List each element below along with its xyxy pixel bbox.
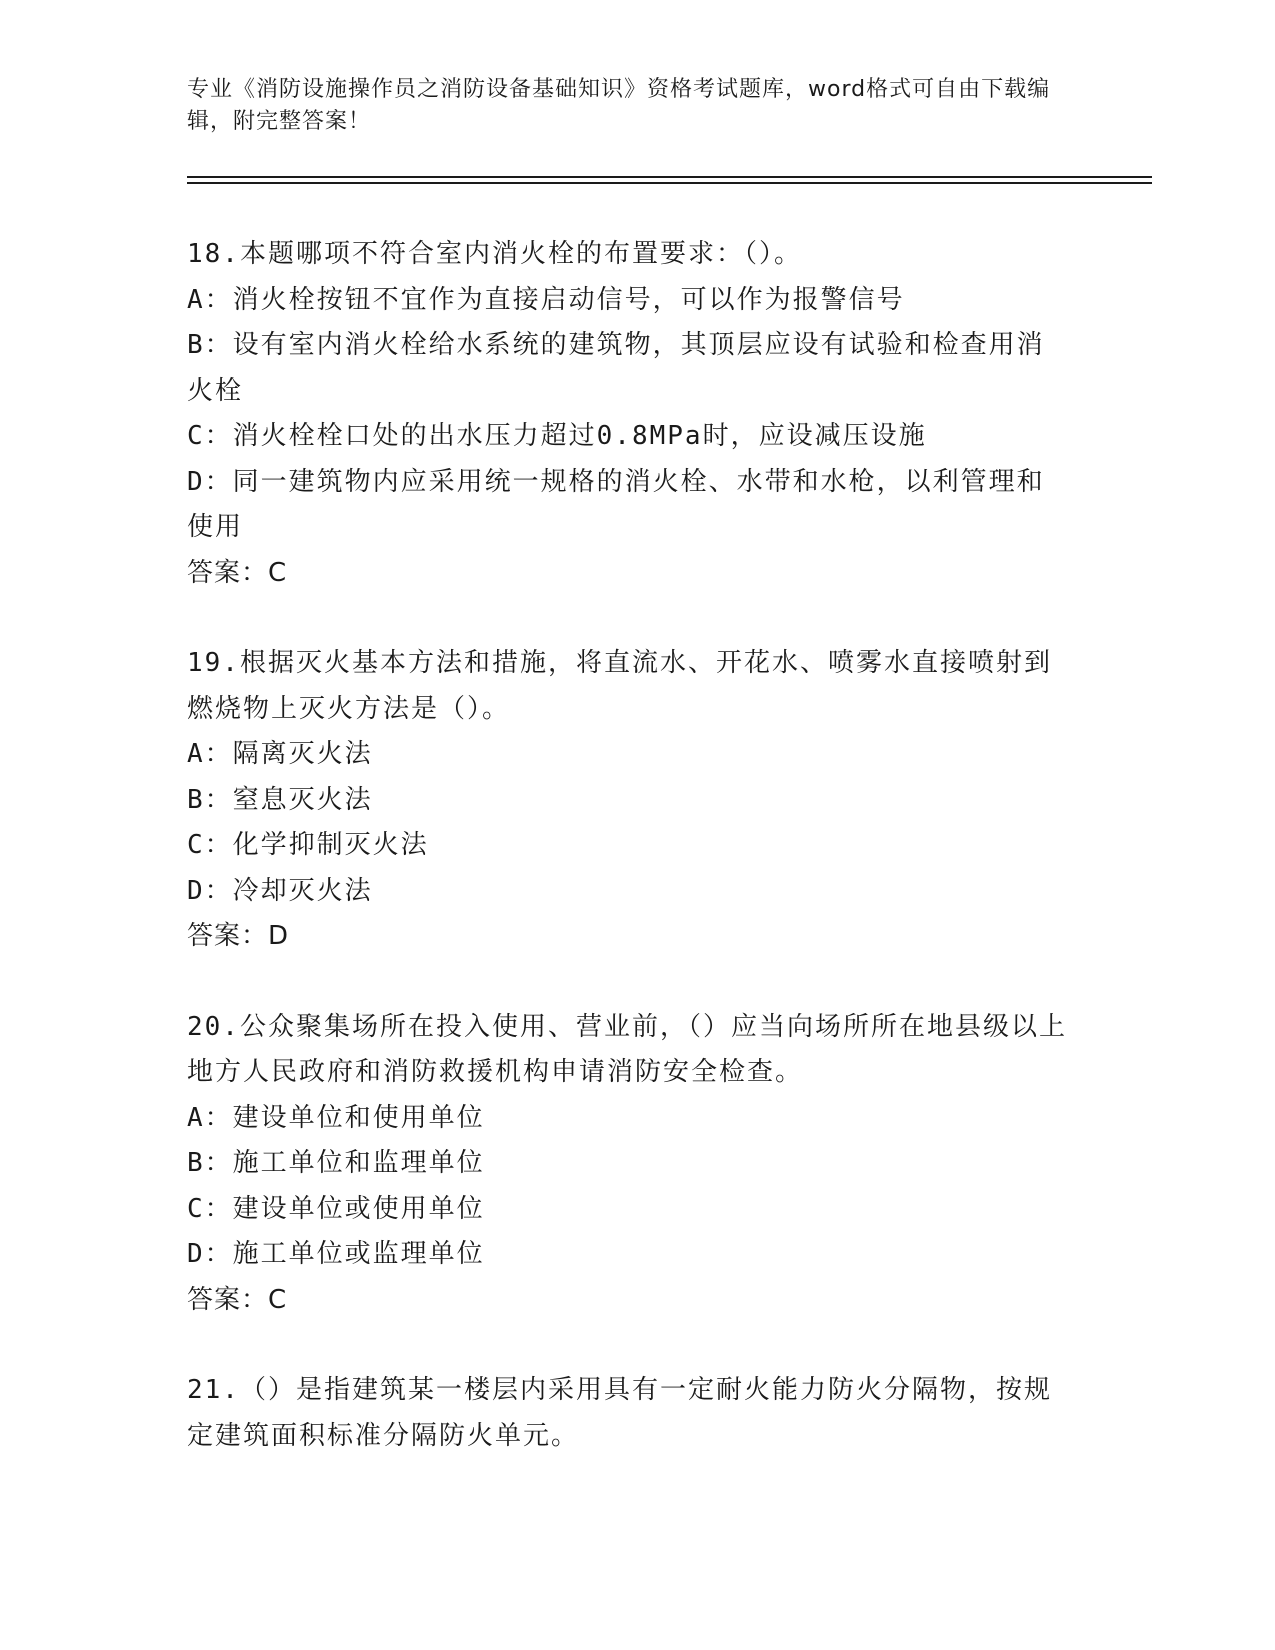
option-a: A：建设单位和使用单位 — [187, 1102, 485, 1133]
question-18 — [187, 232, 1072, 596]
question-19 — [187, 641, 1072, 960]
answer: 答案：D — [187, 921, 290, 951]
answer: 答案：C — [187, 1284, 288, 1315]
option-a: A：消火栓按钮不宜作为直接启动信号，可以作为报警信号 — [187, 284, 905, 315]
option-d: D：同一建筑物内应采用统一规格的消火栓、水带和水枪，以利管理和使用 — [187, 466, 1045, 542]
option-c: C：化学抑制灭火法 — [187, 830, 429, 860]
option-a: A：隔离灭火法 — [187, 739, 373, 769]
question-20 — [187, 1005, 1072, 1324]
option-c: C：建设单位或使用单位 — [187, 1193, 485, 1224]
option-b: B：窒息灭火法 — [187, 784, 373, 815]
option-b: B：施工单位和监理单位 — [187, 1148, 485, 1178]
header-divider-top — [187, 176, 1152, 178]
option-d: D：施工单位或监理单位 — [187, 1239, 485, 1269]
question-text: 21.（）是指建筑某一楼层内采用具有一定耐火能力防火分隔物，按规定建筑面积标准分隔防火单元。 — [187, 1375, 1052, 1451]
option-c: C：消火栓栓口处的出水压力超过0.8MPa时，应设减压设施 — [187, 421, 927, 451]
answer: 答案：C — [187, 557, 288, 588]
document-header: 专业《消防设施操作员之消防设备基础知识》资格考试题库，word格式可自由下载编辑，附完整答案！ — [187, 77, 1051, 134]
option-b: B：设有室内消火栓给水系统的建筑物，其顶层应设有试验和检查用消火栓 — [187, 330, 1045, 406]
question-text: 19.根据灭火基本方法和措施，将直流水、开花水、喷雾水直接喷射到燃烧物上灭火方法是（）。 — [187, 648, 1052, 724]
question-text: 18.本题哪项不符合室内消火栓的布置要求：（）。 — [187, 239, 802, 269]
option-d: D：冷却灭火法 — [187, 875, 373, 906]
question-text: 20.公众聚集场所在投入使用、营业前，（）应当向场所所在地县级以上地方人民政府和消防救援机构申请消防安全检查。 — [187, 1011, 1067, 1087]
question-list — [187, 232, 1072, 1459]
question-21 — [187, 1368, 1072, 1459]
header-divider-bottom — [187, 182, 1152, 184]
